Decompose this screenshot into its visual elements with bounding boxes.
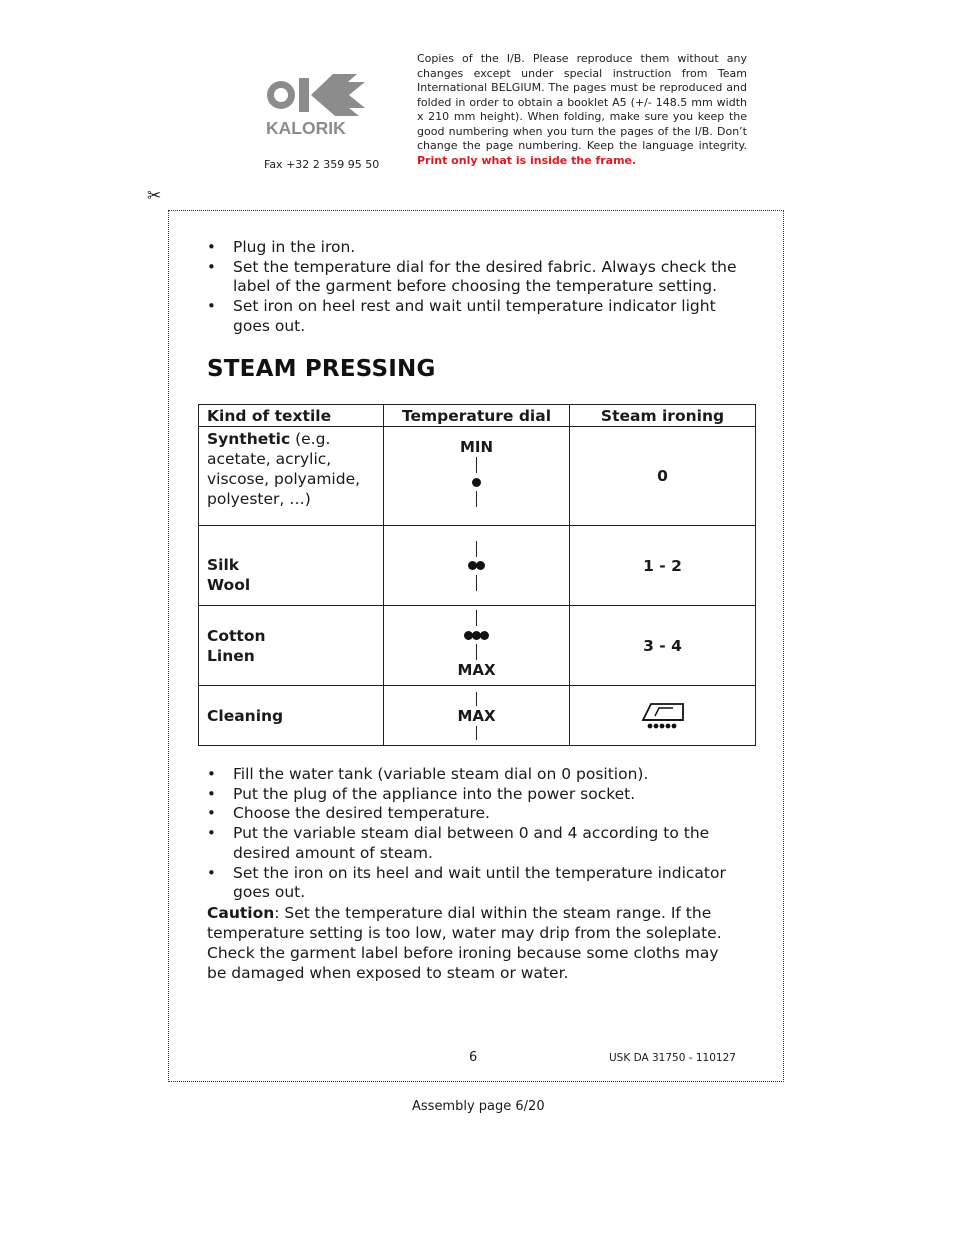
- textile-name: Cotton: [207, 626, 266, 645]
- dial-tick: [476, 541, 477, 557]
- column-header-steam: Steam ironing: [570, 405, 756, 427]
- table-row: [199, 526, 756, 606]
- notice-text: Copies of the I/B. Please reproduce them without any changes except under special instruction from Team International BELGIUM. The pages must be reproduced and folded in order to obtain a booklet A5 (+/- 148.5 mm width x 210 mm height). When folding, make sure you keep the good numbering when you turn the pages of the I/B. Don’t change the page numbering. Keep the language integrity.: [417, 52, 747, 152]
- dial-tick: [476, 644, 477, 660]
- dial-dots-one: [384, 476, 569, 488]
- dial-tick: [476, 692, 477, 706]
- kalorik-logo: [265, 72, 367, 138]
- table-row: [199, 427, 756, 526]
- dial-max-label: MAX: [457, 706, 496, 725]
- dial-cell: [384, 427, 570, 526]
- dial-tick: [476, 457, 477, 473]
- fax-number: Fax +32 2 359 95 50: [264, 158, 380, 171]
- dial-dots-three: [384, 629, 569, 641]
- dot-icon: [476, 561, 485, 570]
- textile-name: Silk: [207, 555, 240, 574]
- steam-value: 0: [657, 467, 668, 485]
- dial-cell: [384, 526, 570, 606]
- dial-tick: [476, 610, 477, 626]
- dial-tick: [476, 726, 477, 740]
- textile-settings-table: [198, 404, 756, 746]
- textile-name: Linen: [207, 646, 255, 665]
- column-header-textile: Kind of textile: [199, 405, 384, 427]
- textile-cell: [199, 686, 384, 746]
- logo-wordmark: KALORIK: [266, 118, 346, 138]
- steam-cell: [570, 686, 756, 746]
- list-item: • Put the plug of the appliance into the power socket.: [207, 785, 747, 805]
- caution-paragraph: [207, 903, 742, 983]
- list-item: • Set iron on heel rest and wait until temperature indicator light goes out.: [207, 297, 747, 336]
- steam-iron-icon: [639, 700, 687, 732]
- caution-label: Caution: [207, 904, 275, 922]
- textile-cell: [199, 526, 384, 606]
- caution-text: : Set the temperature dial within the steam range. If the temperature setting is too low, water may drip from the soleplate. Check the garment label before ironing because some cloths may be damaged when exposed to steam or water.: [207, 904, 722, 982]
- dial-dots-two: [384, 560, 569, 572]
- dial-cell: [384, 606, 570, 686]
- list-item: • Fill the water tank (variable steam dial on 0 position).: [207, 765, 747, 785]
- dial-tick: [476, 575, 477, 591]
- dial-cell: [384, 686, 570, 746]
- textile-name: Synthetic: [207, 430, 291, 448]
- printing-notice: [417, 52, 747, 168]
- dial-max-label: MAX: [457, 661, 496, 679]
- textile-name: Cleaning: [207, 706, 284, 725]
- steam-value: 3 - 4: [643, 636, 682, 655]
- list-item: • Set the temperature dial for the desired fabric. Always check the label of the garment before choosing the temperature setting.: [207, 258, 747, 297]
- section-heading: STEAM PRESSING: [207, 356, 436, 382]
- table-header-row: [199, 405, 756, 427]
- page-number: 6: [469, 1050, 478, 1065]
- scissors-icon: ✂: [147, 186, 162, 206]
- list-item: • Put the variable steam dial between 0 and 4 according to the desired amount of steam.: [207, 824, 747, 863]
- steps-bullet-list: [207, 765, 747, 903]
- steam-cell: [570, 606, 756, 686]
- dot-icon: [472, 478, 481, 487]
- column-header-temperature: Temperature dial: [384, 405, 570, 427]
- list-item: • Choose the desired temperature.: [207, 804, 747, 824]
- document-reference: USK DA 31750 - 110127: [609, 1052, 736, 1064]
- textile-name: Wool: [207, 575, 251, 594]
- textile-cell: [199, 427, 384, 526]
- textile-cell: [199, 606, 384, 686]
- notice-red-text: Print only what is inside the frame.: [417, 153, 637, 167]
- list-item: • Set the iron on its heel and wait until the temperature indicator goes out.: [207, 864, 747, 903]
- dot-icon: [480, 631, 489, 640]
- table-row: [199, 686, 756, 746]
- steam-cell: [570, 526, 756, 606]
- textile-examples: (e.g. acetate, acrylic, viscose, polyamide, polyester, …): [207, 430, 361, 508]
- steam-value: 1 - 2: [643, 556, 682, 575]
- assembly-page-label: Assembly page 6/20: [412, 1099, 545, 1114]
- list-item: • Plug in the iron.: [207, 238, 747, 258]
- dial-tick: [476, 491, 477, 507]
- dial-min-label: MIN: [459, 438, 494, 456]
- intro-bullet-list: [207, 238, 747, 337]
- steam-cell: [570, 427, 756, 526]
- table-row: [199, 606, 756, 686]
